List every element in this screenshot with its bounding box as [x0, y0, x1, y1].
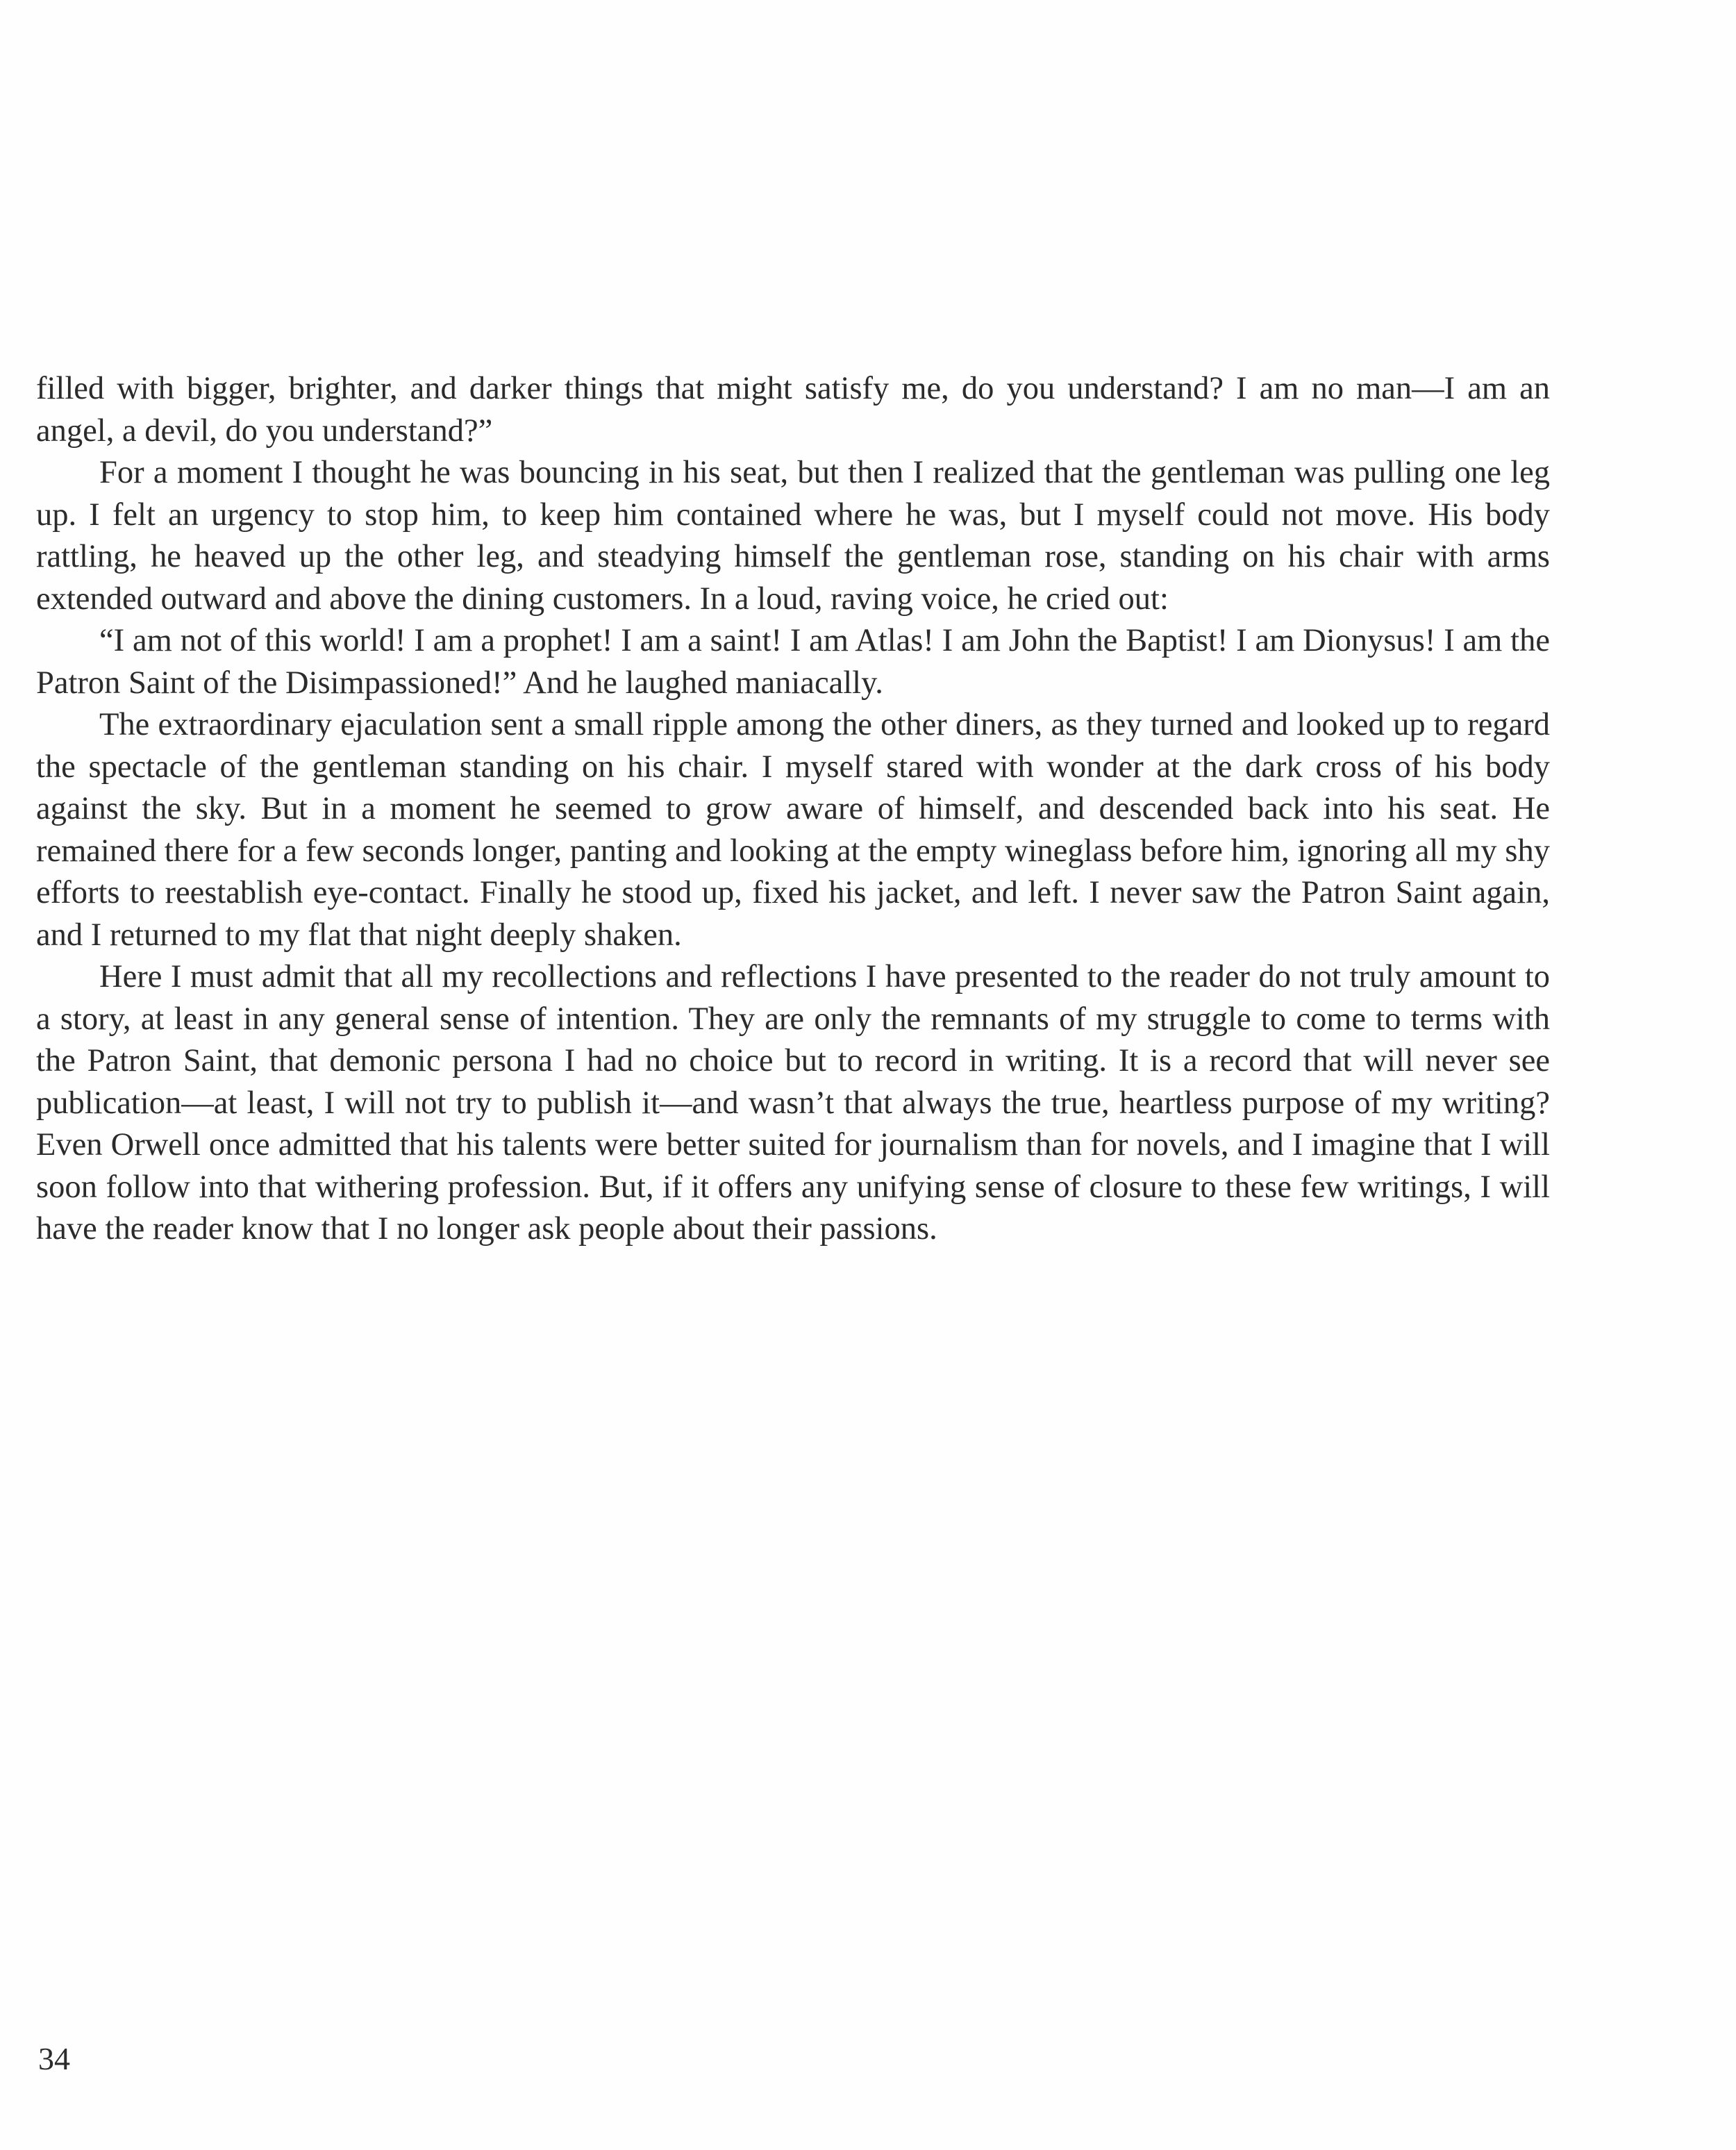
paragraph-3: “I am not of this world! I am a prophet! I am a saint! I am Atlas! I am John the Baptist! I am Dionysus! I am the Patron Saint of the Disimpassioned!” And he laughed maniacally.	[36, 623, 1550, 701]
page-number: 34	[38, 2041, 70, 2076]
paragraph-4: The extraordinary ejaculation sent a small ripple among the other diners, as they turned and looked up to regard the spectacle of the gentleman standing on his chair. I myself stared with wonder at the dark cross of his body against the sky. But in a moment he seemed to grow aware of himself, and descended back into his seat. He remained there for a few seconds longer, panting and looking at the empty wineglass before him, ignoring all my shy efforts to reestablish eye-contact. Finally he stood up, fixed his jacket, and left. I never saw the Patron Saint again, and I returned to my flat that night deeply shaken.	[36, 707, 1550, 953]
paragraph-5: Here I must admit that all my recollections and reflections I have presented to the reader do not truly amount to a story, at least in any general sense of intention. They are only the remnants of my struggle to come to terms with the Patron Saint, that demonic persona I had no choice but to record in writing. It is a record that will never see publication—at least, I will not try to publish it—and wasn’t that always the true, heartless purpose of my writing? Even Orwell once admitted that his talents were better suited for journalism than for novels, and I imagine that I will soon follow into that withering profession. But, if it offers any unifying sense of closure to these few writings, I will have the reader know that I no longer ask people about their passions.	[36, 959, 1550, 1247]
body-text	[36, 368, 1550, 1251]
paragraph-2: For a moment I thought he was bouncing in his seat, but then I realized that the gentleman was pulling one leg up. I felt an urgency to stop him, to keep him contained where he was, but I myself could not move. His body rattling, he heaved up the other leg, and steadying himself the gentleman rose, standing on his chair with arms extended outward and above the dining customers. In a loud, raving voice, he cried out:	[36, 455, 1550, 617]
paragraph-1: filled with bigger, brighter, and darker things that might satisfy me, do you understand? I am no man—I am an angel, a devil, do you understand?”	[36, 371, 1550, 449]
